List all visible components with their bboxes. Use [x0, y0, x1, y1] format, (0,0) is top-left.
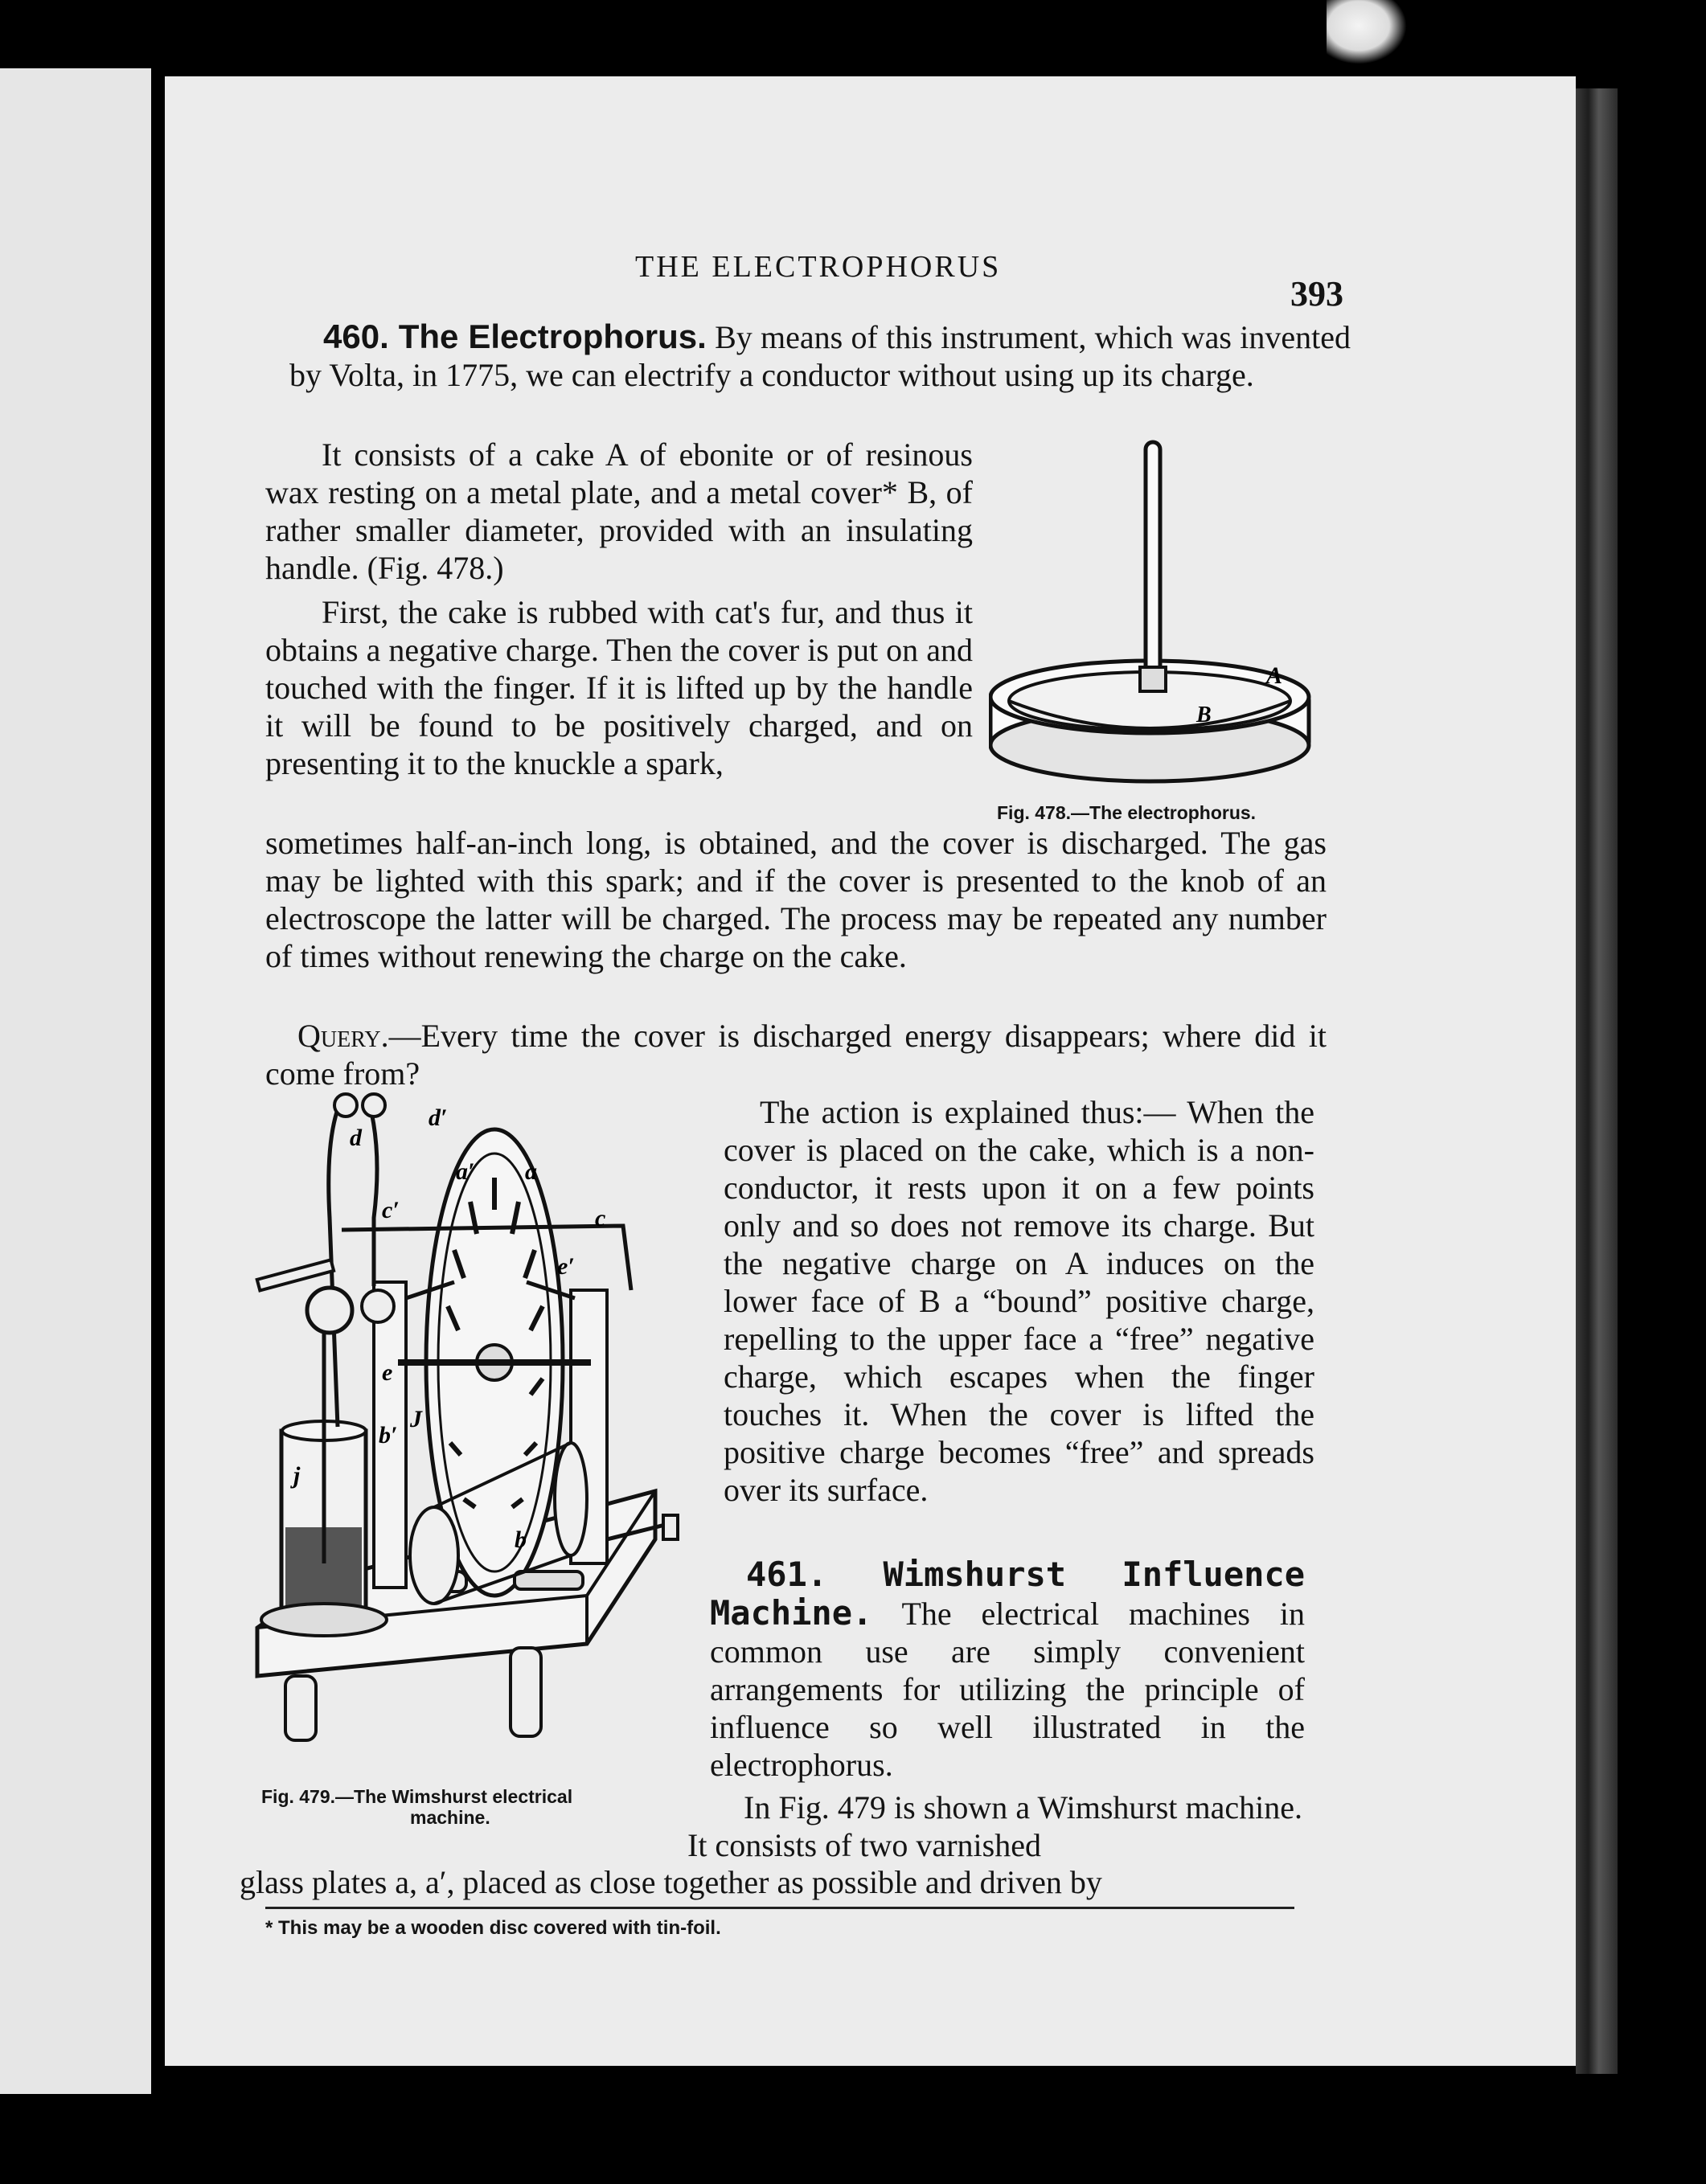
- figure-478-label-a: A: [1266, 662, 1283, 689]
- figure-479-label-d: d: [350, 1125, 362, 1151]
- adjacent-page-edge: [0, 68, 151, 2094]
- section-461-para2a: In Fig. 479 is shown a Wimshurst machine. It consists of two varnished: [687, 1789, 1302, 1863]
- section-460-para1: It consists of a cake A of ebonite or of resinous wax resting on a metal plate, and a metal cover* B, of rather smaller diameter, provided with an insulating handle. (Fig. 478.): [265, 436, 973, 586]
- figure-478-electrophorus: [989, 434, 1335, 820]
- figure-479-label-b-prime: b′: [379, 1422, 398, 1448]
- section-460-para2a: First, the cake is rubbed with cat's fur, and thus it obtains a negative charge. Then the cover is put on and touched with the finger. If it is lifted up by the handle it will be found to be positively charged, and on presenting it to the knuckle a spark,: [265, 594, 973, 781]
- figure-479-label-j-upper: J: [410, 1406, 422, 1432]
- section-461-heading: 461. Wimshurst Influence Machine.: [710, 1555, 1305, 1633]
- page-number: 393: [1290, 274, 1343, 313]
- running-header: THE ELECTROPHORUS: [635, 250, 1002, 284]
- figure-479-label-c-prime: c′: [382, 1197, 400, 1223]
- footnote-rule: [265, 1907, 1294, 1909]
- query-label: Query.: [297, 1018, 389, 1054]
- figure-479-label-c: c: [595, 1205, 606, 1231]
- query-text: —Every time the cover is discharged energy disappears; where did it come from?: [265, 1018, 1327, 1092]
- section-460-heading: 460. The Electrophorus.: [323, 318, 707, 355]
- figure-479-label-d-prime: d′: [429, 1104, 448, 1131]
- query-paragraph: [265, 1017, 1327, 1092]
- figure-479-caption-line2: machine.: [410, 1807, 490, 1828]
- section-461-para1: [710, 1555, 1305, 1784]
- footnote: * This may be a wooden disc covered with tin-foil.: [265, 1917, 721, 1939]
- section-460-intro-text: By means of this instrument, which was invented by Volta, in 1775, we can electrify a conductor without using up its charge.: [289, 319, 1351, 393]
- figure-479-label-j: j: [293, 1462, 301, 1489]
- book-spine: [1576, 88, 1618, 2074]
- section-461-para2b: glass plates a, a′, placed as close together as possible and driven by: [240, 1864, 1102, 1900]
- figure-479-caption-line1: Fig. 479.—The Wimshurst electrical: [261, 1786, 573, 1807]
- figure-479-wimshurst-machine: [253, 1089, 691, 1772]
- section-460-intro: [289, 318, 1351, 394]
- figure-478-label-b: B: [1196, 703, 1212, 727]
- figure-479-label-b: b: [515, 1526, 527, 1553]
- paper-stain: [1327, 0, 1407, 64]
- figure-479-label-e-prime: e′: [557, 1253, 575, 1280]
- figure-479-label-e: e: [382, 1359, 393, 1386]
- section-460-para2b: sometimes half-an-inch long, is obtained, and the cover is discharged. The gas may be lighted with this spark; and if the cover is presented to the knob of an electroscope the latter will be charged. The process may be repeated any number of times without renewing the charge on the cake.: [265, 825, 1327, 974]
- figure-478-caption: Fig. 478.—The electrophorus.: [997, 802, 1257, 823]
- figure-479-label-a-prime: a′: [456, 1158, 475, 1185]
- figure-479-label-a: a: [525, 1158, 537, 1185]
- explanation-paragraph: The action is explained thus:— When the cover is placed on the cake, which is a non-conductor, it rests upon it on a few points only and so does not remove its charge. But the negative charge on A induces on the lower face of B a “bound” positive charge, repelling to the upper face a “free” negative charge, which escapes when the finger touches it. When the cover is lifted the positive charge becomes “free” and spreads over its surface.: [724, 1094, 1314, 1508]
- section-461-para1-text: The electrical machines in common use are simply convenient arrangements for utilizing the principle of influence so well illustrated in the electrophorus.: [710, 1596, 1305, 1783]
